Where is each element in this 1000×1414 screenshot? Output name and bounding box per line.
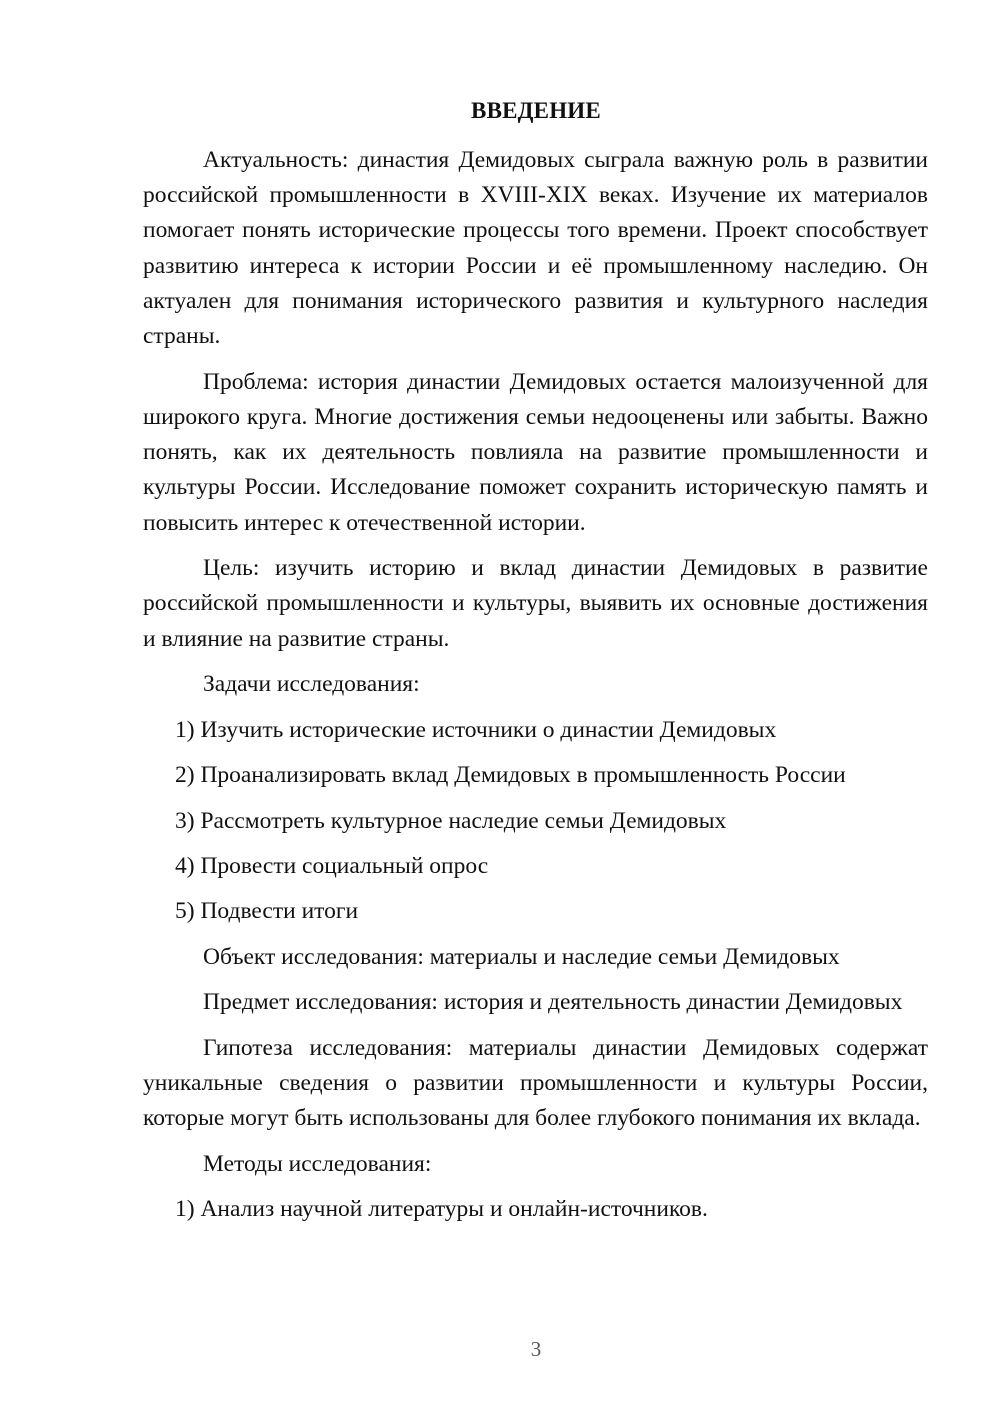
methods-heading: Методы исследования: [203, 1150, 432, 1177]
goal-paragraph: Цель: изучить историю и вклад династии Демидовых в развитие российской промышленности и культуры, выявить их основные достижения и влияние на развитие страны. [143, 555, 928, 652]
task-item: 3) Рассмотреть культурное наследие семьи Демидовых [175, 807, 727, 834]
task-item: 2) Проанализировать вклад Демидовых в промышленность России [175, 762, 846, 789]
task-item: 5) Подвести итоги [175, 898, 359, 925]
task-item: 4) Провести социальный опрос [175, 852, 489, 879]
problem-paragraph: Проблема: история династии Демидовых остается малоизученной для широкого круга. Многие достижения семьи недооценены или забыты. Важно понять, как их деятельность повлияла на развитие промышленности и культуры России. Исследование поможет сохранить историческую память и повысить интерес к отечественной истории. [143, 368, 928, 536]
tasks-heading: Задачи исследования: [203, 671, 420, 698]
object-paragraph: Объект исследования: материалы и наследие семьи Демидовых [203, 943, 840, 970]
relevance-paragraph: Актуальность: династия Демидовых сыграла важную роль в развитии российской промышленности в XVIII-XIX веках. Изучение их материалов помогает понять исторические процессы того времени. Проект способствует развитию интереса к истории России и её промышленному наследию. Он актуален для понимания исторического развития и культурного наследия страны. [143, 147, 928, 350]
section-heading: ВВЕДЕНИЕ [471, 98, 601, 123]
page-number: 3 [530, 1337, 542, 1361]
document-body [143, 143, 928, 1227]
task-item: 1) Изучить исторические источники о династии Демидовых [175, 716, 777, 743]
method-item: 1) Анализ научной литературы и онлайн-источников. [175, 1196, 708, 1223]
subject-paragraph: Предмет исследования: история и деятельность династии Демидовых [203, 989, 903, 1016]
hypothesis-paragraph: Гипотеза исследования: материалы династии Демидовых содержат уникальные сведения о развитии промышленности и культуры России, которые могут быть использованы для более глубокого понимания их вклада. [143, 1034, 928, 1132]
